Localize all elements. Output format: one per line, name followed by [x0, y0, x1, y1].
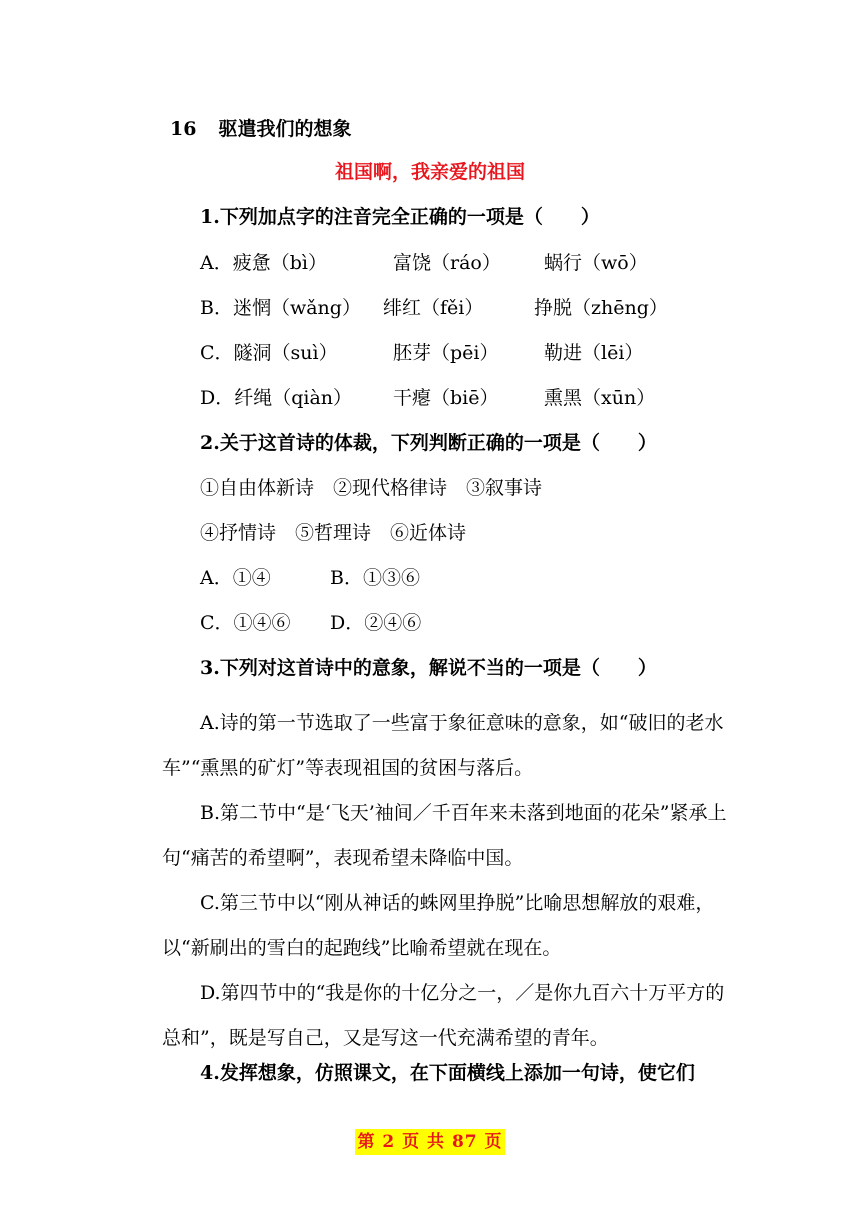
- question-2-stem: 2.关于这首诗的体裁，下列判断正确的一项是（ ）: [200, 432, 657, 454]
- q1-option-a-3: 蜗行（wō）: [544, 252, 648, 274]
- lesson-number: 16: [170, 118, 197, 140]
- q2-option-a: A．①④: [200, 567, 271, 589]
- q3-option-d: D.第四节中的“我是你的十亿分之一，／是你九百六十万平方的总和”，既是写自己，又是写这一代充满希望的青年。: [162, 982, 725, 1049]
- question-4-stem: 4.发挥想象，仿照课文，在下面横线上添加一句诗，使它们: [200, 1062, 695, 1084]
- q1-option-c-1: C．隧洞（suì）: [200, 342, 338, 364]
- q1-option-a-2: 富饶（ráo）: [393, 252, 501, 274]
- q1-option-d-1: D．纤绳（qiàn）: [200, 387, 353, 409]
- q3-option-b: B.第二节中“是‘飞天’袖间／千百年来未落到地面的花朵”紧承上句“痛苦的希望啊”，表现希望未降临中国。: [162, 802, 727, 869]
- q1-option-d-2: 干瘪（biē）: [393, 387, 499, 409]
- q2-option-b: B．①③⑥: [330, 567, 420, 589]
- lesson-heading: [170, 117, 351, 141]
- q2-choice-list-1: ①自由体新诗 ②现代格律诗 ③叙事诗: [200, 477, 543, 499]
- page-number: 第 2 页 共 87 页: [355, 1129, 504, 1155]
- lesson-title: 驱遣我们的想象: [218, 118, 352, 140]
- q1-option-b-3: 挣脱（zhēng）: [534, 297, 668, 319]
- q2-option-c: C．①④⑥: [200, 612, 291, 634]
- q2-choice-list-2: ④抒情诗 ⑤哲理诗 ⑥近体诗: [200, 522, 467, 544]
- poem-title: 祖国啊，我亲爱的祖国: [334, 161, 525, 183]
- question-3-stem: 3.下列对这首诗中的意象，解说不当的一项是（ ）: [200, 657, 657, 679]
- q3-option-c: C.第三节中以“刚从神话的蛛网里挣脱”比喻思想解放的艰难，以“新刷出的雪白的起跑线”比喻希望就在现在。: [162, 892, 715, 959]
- q1-option-a-1: A．疲惫（bì）: [200, 252, 327, 274]
- q1-option-c-3: 勒进（lēi）: [544, 342, 644, 364]
- q1-option-b-2: 绯红（fěi）: [383, 297, 484, 319]
- question-1-stem: 1.下列加点字的注音完全正确的一项是（ ）: [200, 206, 600, 228]
- page-footer: [0, 1129, 860, 1155]
- q1-option-c-2: 胚芽（pēi）: [393, 342, 499, 364]
- q3-option-a: A.诗的第一节选取了一些富于象征意味的意象，如“破旧的老水车”“熏黑的矿灯”等表现祖国的贫困与落后。: [162, 712, 724, 779]
- q1-option-d-3: 熏黑（xūn）: [544, 387, 656, 409]
- q1-option-b-1: B．迷惘（wǎng）: [200, 297, 361, 319]
- q2-option-d: D．②④⑥: [330, 612, 422, 634]
